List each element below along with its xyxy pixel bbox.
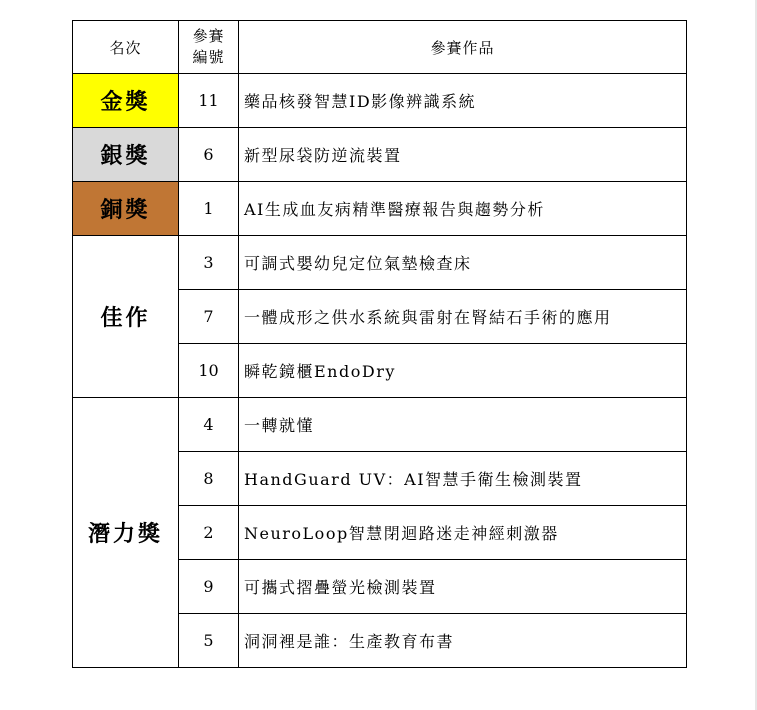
entry-number: 10 [179,344,239,398]
entry-title: NeuroLoop智慧閉迴路迷走神經刺激器 [239,506,687,560]
award-silver: 銀獎 [73,128,179,182]
entry-title: 新型尿袋防逆流裝置 [239,128,687,182]
entry-number: 11 [179,74,239,128]
table-row [73,182,687,236]
award-bronze: 銅獎 [73,182,179,236]
entry-number: 6 [179,128,239,182]
entry-title: 一體成形之供水系統與雷射在腎結石手術的應用 [239,290,687,344]
header-row [73,21,687,74]
entry-number: 4 [179,398,239,452]
entry-number: 2 [179,506,239,560]
header-rank: 名次 [73,21,179,74]
award-merit: 佳作 [73,236,179,398]
header-entry-no-line1: 參賽 [192,27,225,45]
entry-number: 7 [179,290,239,344]
table-row [73,236,687,290]
entry-number: 3 [179,236,239,290]
entry-title: AI生成血友病精準醫療報告與趨勢分析 [239,182,687,236]
entry-title: 洞洞裡是誰：生產教育布書 [239,614,687,668]
entry-number: 9 [179,560,239,614]
table-row [73,74,687,128]
award-gold: 金獎 [73,74,179,128]
entry-number: 8 [179,452,239,506]
table-row [73,398,687,452]
awards-table [72,20,687,668]
entry-title: 藥品核發智慧ID影像辨識系統 [239,74,687,128]
entry-title: 一轉就懂 [239,398,687,452]
table-row [73,128,687,182]
header-entry-no-line2: 編號 [192,48,225,66]
entry-title: 可調式嬰幼兒定位氣墊檢查床 [239,236,687,290]
header-entry-no [179,21,239,74]
award-potential: 潛力獎 [73,398,179,668]
entry-title: 可攜式摺疊螢光檢測裝置 [239,560,687,614]
entry-number: 1 [179,182,239,236]
header-work: 參賽作品 [239,21,687,74]
entry-title: 瞬乾鏡櫃EndoDry [239,344,687,398]
entry-title: HandGuard UV：AI智慧手衛生檢測裝置 [239,452,687,506]
entry-number: 5 [179,614,239,668]
